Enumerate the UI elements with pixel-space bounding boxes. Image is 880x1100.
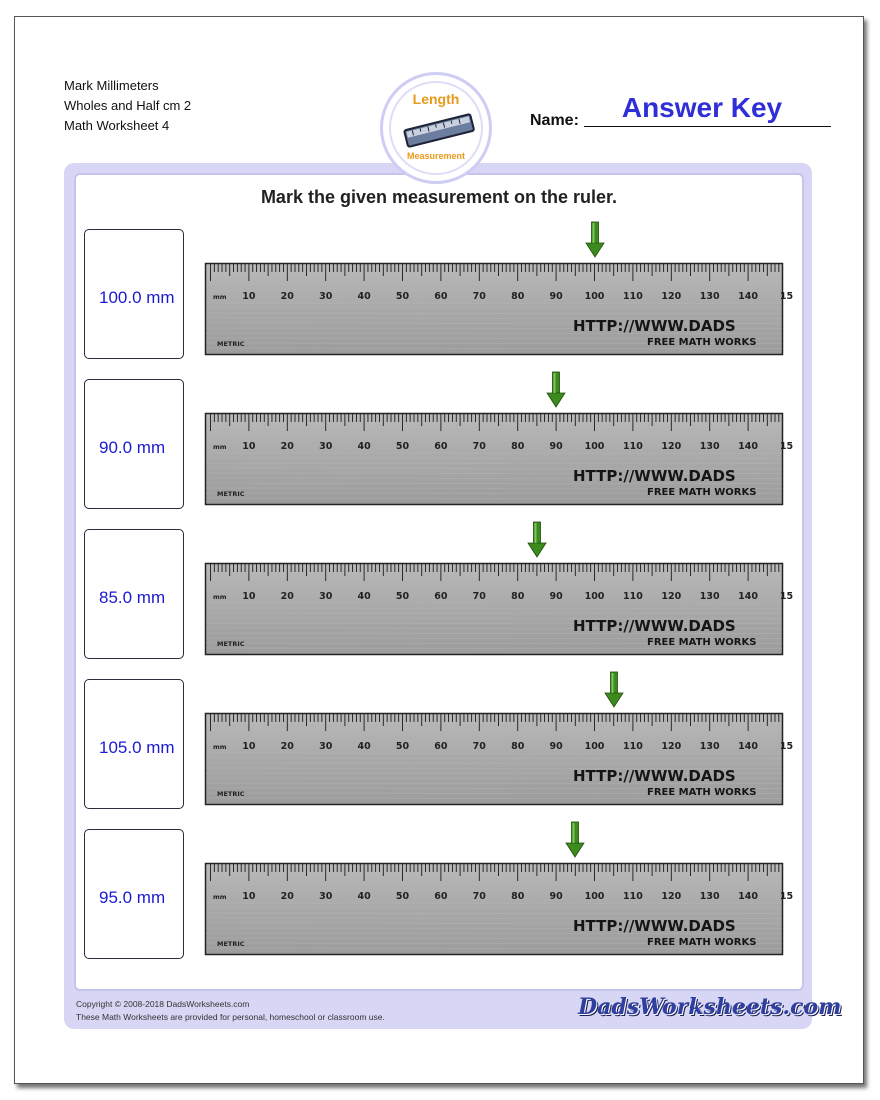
ruler-graphic[interactable] — [205, 263, 794, 355]
ruler-number: 30 — [319, 741, 333, 752]
ruler-number: 15 — [779, 741, 794, 752]
ruler-number: 20 — [280, 441, 294, 452]
ruler-number: 10 — [242, 291, 256, 302]
ruler-number: 140 — [738, 441, 759, 452]
measurement-value: 85.0 mm — [99, 588, 166, 607]
ruler-number: 60 — [434, 891, 448, 902]
measurement-box — [84, 379, 184, 509]
measurement-value: 100.0 mm — [99, 288, 175, 307]
ruler-number: 40 — [357, 591, 371, 602]
ruler-number: 130 — [699, 741, 720, 752]
name-line — [584, 126, 831, 127]
ruler-number: 30 — [319, 441, 333, 452]
ruler-number: 130 — [699, 291, 720, 302]
ruler-number: 10 — [242, 891, 256, 902]
worksheet-subtitle: Wholes and Half cm 2 — [64, 98, 192, 113]
ruler-number: 90 — [549, 591, 563, 602]
ruler-number: 15 — [779, 441, 794, 452]
arrow-down-icon — [527, 521, 547, 559]
arrow-down-icon — [546, 371, 566, 409]
instruction-text: Mark the given measurement on the ruler. — [260, 187, 618, 207]
ruler[interactable] — [205, 563, 794, 655]
ruler-number: 110 — [622, 291, 643, 302]
footer-copyright-block — [76, 998, 385, 1024]
ruler-number: 50 — [395, 591, 410, 602]
arrow-down-icon — [604, 671, 624, 709]
ruler-number: 50 — [395, 891, 410, 902]
ruler-graphic[interactable] — [205, 713, 794, 805]
ruler-number: 15 — [779, 891, 794, 902]
ruler-number: 70 — [472, 591, 486, 602]
ruler-number: 20 — [280, 291, 294, 302]
ruler-number: 50 — [395, 291, 410, 302]
ruler-number: 100 — [584, 591, 605, 602]
ruler-unit-label: mm — [213, 893, 227, 901]
ruler-number: 40 — [357, 741, 371, 752]
ruler-number: 30 — [319, 291, 333, 302]
measurement-box — [84, 679, 184, 809]
measurement-value: 105.0 mm — [99, 738, 175, 757]
ruler-number: 10 — [242, 591, 256, 602]
ruler-number: 50 — [395, 441, 410, 452]
ruler-metric-label: METRIC — [217, 940, 245, 948]
ruler-number: 80 — [511, 291, 525, 302]
ruler-number: 20 — [280, 591, 294, 602]
measurement-box — [84, 529, 184, 659]
ruler-number: 130 — [699, 441, 720, 452]
ruler-url-text: HTTP://WWW.DADS — [573, 767, 736, 785]
ruler-metric-label: METRIC — [217, 340, 245, 348]
ruler-number: 130 — [699, 891, 720, 902]
badge-subtitle: Measurement — [406, 151, 466, 161]
ruler-number: 70 — [472, 291, 486, 302]
ruler-number: 70 — [472, 441, 486, 452]
dadsworksheets-logo[interactable]: DadsWorksheets.com — [578, 994, 842, 1020]
ruler-url-text: HTTP://WWW.DADS — [573, 467, 736, 485]
ruler-number: 110 — [622, 891, 643, 902]
ruler-number: 80 — [511, 591, 525, 602]
ruler-metric-label: METRIC — [217, 640, 245, 648]
ruler-number: 80 — [511, 891, 525, 902]
ruler-subtitle-text: FREE MATH WORKS — [647, 487, 757, 498]
ruler-number: 110 — [622, 591, 643, 602]
ruler-graphic[interactable] — [205, 413, 794, 505]
ruler-number: 140 — [738, 291, 759, 302]
ruler-number: 40 — [357, 291, 371, 302]
ruler-unit-label: mm — [213, 743, 227, 751]
ruler-number: 15 — [779, 591, 794, 602]
ruler-number: 120 — [661, 741, 682, 752]
copyright-text: Copyright © 2008-2018 DadsWorksheets.com — [76, 999, 250, 1009]
ruler-number: 120 — [661, 591, 682, 602]
ruler-number: 90 — [549, 741, 563, 752]
ruler-number: 50 — [395, 741, 410, 752]
ruler-number: 60 — [434, 291, 448, 302]
ruler-number: 60 — [434, 441, 448, 452]
ruler-number: 30 — [319, 591, 333, 602]
ruler-metric-label: METRIC — [217, 490, 245, 498]
ruler-subtitle-text: FREE MATH WORKS — [647, 787, 757, 798]
ruler-number: 100 — [584, 891, 605, 902]
ruler-number: 60 — [434, 591, 448, 602]
badge-title: Length — [412, 91, 460, 107]
ruler-number: 130 — [699, 591, 720, 602]
ruler-icon — [401, 113, 477, 147]
name-field-answer-key[interactable]: Answer Key — [621, 92, 783, 123]
ruler-number: 140 — [738, 591, 759, 602]
ruler-number: 140 — [738, 891, 759, 902]
ruler-graphic[interactable] — [205, 863, 794, 955]
ruler-number: 100 — [584, 291, 605, 302]
worksheet-title: Mark Millimeters — [64, 78, 159, 93]
ruler-number: 40 — [357, 891, 371, 902]
ruler-graphic[interactable] — [205, 563, 794, 655]
ruler-number: 20 — [280, 741, 294, 752]
ruler-unit-label: mm — [213, 293, 227, 301]
length-measurement-badge — [380, 72, 492, 184]
ruler-subtitle-text: FREE MATH WORKS — [647, 337, 757, 348]
ruler-number: 20 — [280, 891, 294, 902]
ruler[interactable] — [205, 263, 794, 355]
ruler-number: 90 — [549, 891, 563, 902]
ruler-number: 110 — [622, 741, 643, 752]
usage-note: These Math Worksheets are provided for personal, homeschool or classroom use. — [76, 1012, 385, 1022]
ruler-number: 100 — [584, 741, 605, 752]
worksheet-header — [64, 76, 191, 136]
ruler-number: 70 — [472, 741, 486, 752]
arrow-down-icon — [585, 221, 605, 259]
ruler-metric-label: METRIC — [217, 790, 245, 798]
ruler-number: 90 — [549, 291, 563, 302]
ruler-number: 10 — [242, 741, 256, 752]
ruler-number: 80 — [511, 441, 525, 452]
ruler-number: 30 — [319, 891, 333, 902]
ruler-number: 80 — [511, 741, 525, 752]
measurement-box — [84, 829, 184, 959]
ruler-url-text: HTTP://WWW.DADS — [573, 617, 736, 635]
measurement-value: 95.0 mm — [99, 888, 166, 907]
ruler-url-text: HTTP://WWW.DADS — [573, 917, 736, 935]
ruler-unit-label: mm — [213, 443, 227, 451]
name-label: Name: — [530, 112, 579, 129]
ruler-number: 100 — [584, 441, 605, 452]
ruler-number: 90 — [549, 441, 563, 452]
measurement-value: 90.0 mm — [99, 438, 166, 457]
ruler-number: 120 — [661, 441, 682, 452]
ruler-number: 70 — [472, 891, 486, 902]
ruler-subtitle-text: FREE MATH WORKS — [647, 937, 757, 948]
ruler-number: 10 — [242, 441, 256, 452]
ruler-number: 40 — [357, 441, 371, 452]
ruler-number: 60 — [434, 741, 448, 752]
ruler[interactable] — [205, 413, 794, 505]
ruler-number: 120 — [661, 291, 682, 302]
arrow-down-icon — [565, 821, 585, 859]
ruler[interactable] — [205, 713, 794, 805]
ruler-number: 120 — [661, 891, 682, 902]
measurement-box — [84, 229, 184, 359]
ruler-unit-label: mm — [213, 593, 227, 601]
ruler-number: 15 — [779, 291, 794, 302]
ruler-number: 110 — [622, 441, 643, 452]
ruler[interactable] — [205, 863, 794, 955]
ruler-subtitle-text: FREE MATH WORKS — [647, 637, 757, 648]
ruler-url-text: HTTP://WWW.DADS — [573, 317, 736, 335]
worksheet-number: Math Worksheet 4 — [64, 118, 170, 133]
ruler-number: 140 — [738, 741, 759, 752]
